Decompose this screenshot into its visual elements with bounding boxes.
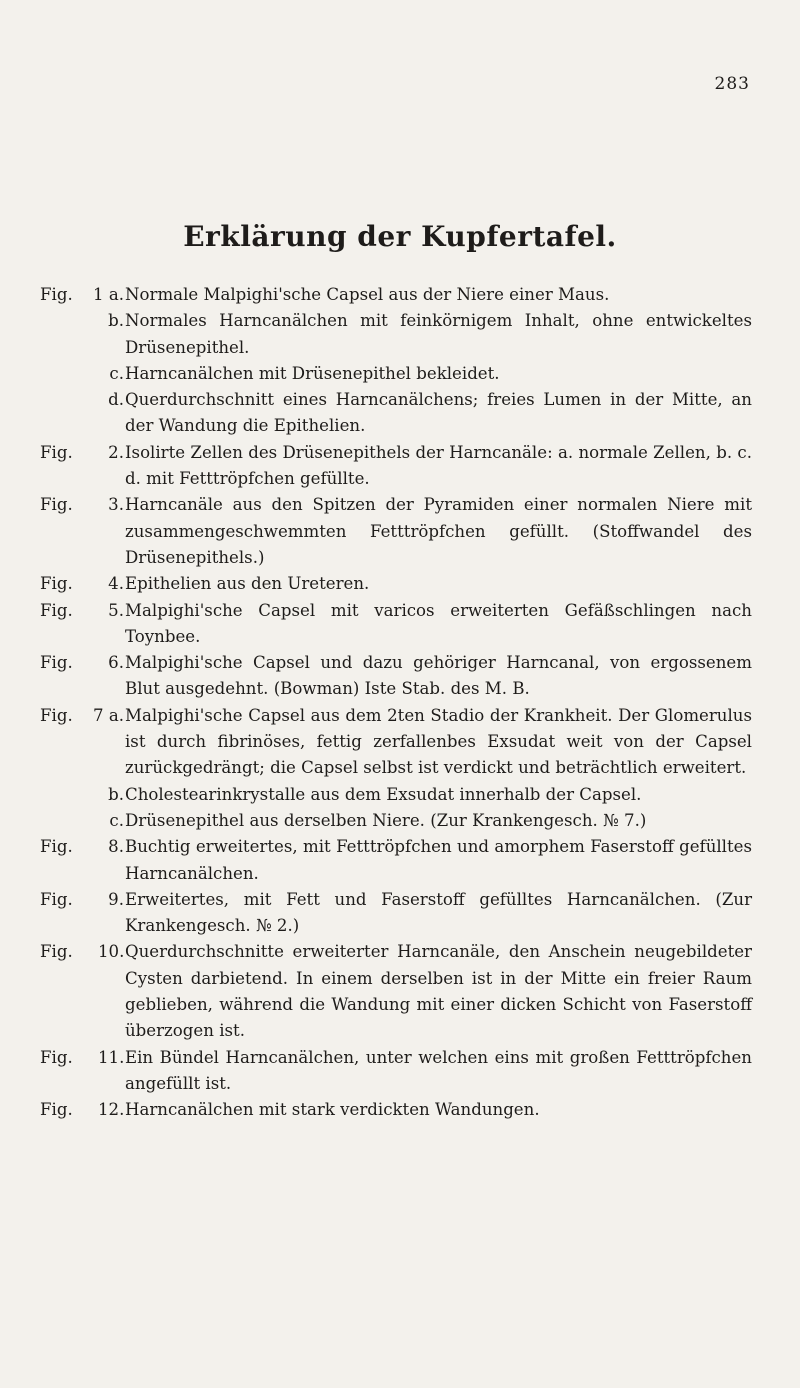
entry-text: Cholestearinkrystalle aus dem Exsudat innerhalb der Capsel. (125, 784, 642, 804)
fig-number: 12. (98, 1100, 125, 1120)
fig-label: Fig. (40, 495, 73, 515)
fig-label: Fig. (40, 1047, 73, 1067)
entry-fig-2 (0, 440, 800, 493)
fig-label: Fig. (40, 705, 73, 725)
fig-label: Fig. (40, 285, 73, 304)
entry-fig-1d (0, 387, 800, 440)
fig-number: 4. (108, 574, 124, 594)
entry-fig-1a (0, 282, 800, 308)
entry-fig-5 (0, 598, 800, 651)
fig-number: 11. (98, 1047, 125, 1067)
entry-text: Harncanälchen mit Drüsenepithel bekleidet. (125, 363, 500, 383)
entry-text: Normales Harncanälchen mit feinkörnigem Inhalt, ohne entwickeltes Drüsenepithel. (125, 311, 752, 357)
entry-text: Drüsenepithel aus derselben Niere. (Zur Krankengesch. № 7.) (125, 810, 647, 830)
entry-fig-7a (0, 703, 800, 782)
fig-number: 3. (108, 495, 124, 515)
fig-number: 10. (98, 942, 125, 962)
entry-fig-11 (0, 1045, 800, 1098)
entry-fig-1b (0, 308, 800, 361)
entry-fig-7c (0, 808, 800, 834)
entry-fig-6 (0, 650, 800, 703)
entry-text: Harncanäle aus den Spitzen der Pyramiden einer normalen Niere mit zusammengeschwemmten Fetttröpfchen gefüllt. (Stoffwandel des Drüsenepithels.) (125, 495, 752, 567)
fig-number: c. (109, 810, 124, 830)
fig-label: Fig. (40, 1100, 73, 1120)
entry-text: Malpighi'sche Capsel mit varicos erweiterten Gefäßschlingen nach Toynbee. (125, 600, 752, 646)
entry-text: Ein Bündel Harncanälchen, unter welchen eins mit großen Fetttröpfchen angefüllt ist. (125, 1047, 752, 1093)
fig-number: c. (109, 363, 124, 383)
fig-label: Fig. (40, 889, 73, 909)
fig-number: d. (108, 390, 124, 410)
entry-fig-3 (0, 492, 800, 571)
entry-text: Buchtig erweitertes, mit Fetttröpfchen und amorphem Faserstoff gefülltes Harncanälchen. (125, 837, 752, 883)
fig-label: Fig. (40, 942, 73, 962)
entry-text: Erweitertes, mit Fett und Faserstoff gefülltes Harncanälchen. (Zur Krankengesch. № 2.) (125, 889, 752, 936)
entry-fig-9 (0, 887, 800, 940)
fig-number: 2. (108, 442, 124, 462)
fig-number: 7 a. (93, 705, 124, 725)
fig-number: b. (108, 784, 124, 804)
entry-text: Epithelien aus den Ureteren. (125, 574, 370, 594)
fig-number: 1 a. (93, 285, 124, 304)
entry-text: Malpighi'sche Capsel und dazu gehöriger Harncanal, von ergossenem Blut ausgedehnt. (Bowman) Iste Stab. des M. B. (125, 653, 752, 699)
fig-number: 8. (108, 837, 124, 857)
entry-fig-4 (0, 571, 800, 597)
entry-fig-7b (0, 782, 800, 808)
fig-number: 9. (108, 889, 124, 909)
page-number: 283 (714, 74, 750, 94)
entry-text: Malpighi'sche Capsel aus dem 2ten Stadio der Krankheit. Der Glomerulus ist durch fibrinöses, fettig zerfallenbes Exsudat weit von der Capsel zurückgedrängt; die Capsel selbst ist verdickt und beträchtlich erweitert. (125, 705, 752, 778)
fig-label: Fig. (40, 837, 73, 857)
fig-label: Fig. (40, 653, 73, 673)
entry-text: Isolirte Zellen des Drüsenepithels der Harncanäle: a. normale Zellen, b. c. d. mit Fetttröpfchen gefüllte. (125, 442, 752, 489)
figure-explanations-list (0, 282, 800, 1124)
fig-number: 5. (108, 600, 124, 620)
fig-label: Fig. (40, 574, 73, 594)
entry-fig-1c (0, 361, 800, 387)
entry-text: Normale Malpighi'sche Capsel aus der Niere einer Maus. (125, 285, 610, 304)
entry-text: Querdurchschnitte erweiterter Harncanäle, den Anschein neugebildeter Cysten darbietend. In einem derselben ist in der Mitte ein freier Raum geblieben, während die Wandung mit einer dicken Schicht von Faserstoff überzogen ist. (125, 942, 752, 1041)
entry-text: Querdurchschnitt eines Harncanälchens; freies Lumen in der Mitte, an der Wandung die Epithelien. (125, 390, 752, 436)
fig-number: b. (108, 311, 124, 331)
entry-fig-8 (0, 834, 800, 887)
fig-label: Fig. (40, 600, 73, 620)
fig-number: 6. (108, 653, 124, 673)
entry-fig-12 (0, 1097, 800, 1123)
entry-text: Harncanälchen mit stark verdickten Wandungen. (125, 1100, 540, 1120)
entry-fig-10 (0, 939, 800, 1044)
fig-label: Fig. (40, 442, 73, 462)
page-title: Erklärung der Kupfertafel. (183, 220, 617, 253)
